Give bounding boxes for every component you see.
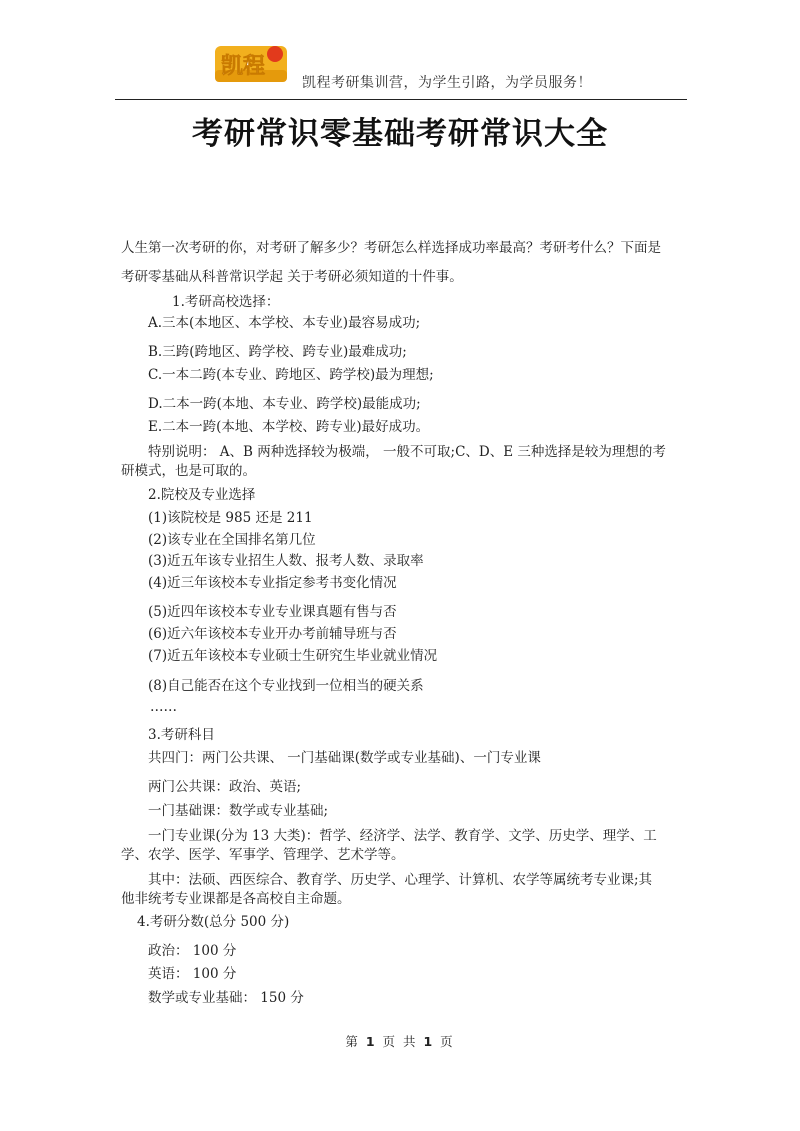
score-item: 政治： 100 分 — [148, 943, 237, 959]
section-1-item: D.二本一跨(本地、本专业、跨学校)最能成功; — [148, 396, 421, 412]
section-3-line: 学、农学、医学、军事学、管理学、艺术学等。 — [121, 847, 405, 863]
svg-text:凯程: 凯程 — [220, 54, 266, 79]
section-2-item: (5)近四年该校本专业专业课真题有售与否 — [148, 604, 397, 620]
section-3-line: 一门专业课(分为 13 大类)：哲学、经济学、法学、教育学、文学、历史学、理学、工 — [148, 828, 657, 844]
kaicheng-logo — [213, 40, 293, 88]
header-divider — [115, 99, 687, 100]
footer-page-number: 1 — [365, 1034, 377, 1049]
footer-mid: 页 共 — [382, 1034, 418, 1049]
section-3-line: 他非统考专业课都是各高校自主命题。 — [121, 891, 351, 907]
section-1-item: B.三跨(跨地区、跨学校、跨专业)最难成功; — [148, 344, 407, 360]
special-note-line-1: 特别说明： A、B 两种选择较为极端， 一般不可取;C、D、E 三种选择是较为理想的考 — [148, 444, 666, 460]
section-2-item: (3)近五年该专业招生人数、报考人数、录取率 — [148, 553, 424, 569]
section-4-heading: 4.考研分数(总分 500 分) — [137, 914, 290, 930]
document-title: 考研常识零基础考研常识大全 — [192, 116, 608, 152]
section-2-item: (7)近五年该校本专业硕士生研究生毕业就业情况 — [148, 648, 438, 664]
section-3-heading: 3.考研科目 — [148, 727, 215, 743]
score-item: 英语： 100 分 — [148, 966, 237, 982]
section-1-heading: 1.考研高校选择： — [172, 294, 280, 310]
section-2-item: (4)近三年该校本专业指定参考书变化情况 — [148, 575, 397, 591]
intro-line-2: 考研零基础从科普常识学起 关于考研必须知道的十件事。 — [121, 269, 463, 285]
header-slogan: 凯程考研集训营，为学生引路，为学员服务！ — [302, 75, 592, 91]
section-2-ellipsis: …… — [150, 699, 177, 715]
score-item: 数学或专业基础： 150 分 — [148, 990, 304, 1006]
section-2-item: (8)自己能否在这个专业找到一位相当的硬关系 — [148, 678, 424, 694]
section-3-line: 一门基础课：数学或专业基础; — [148, 803, 329, 819]
section-2-heading: 2.院校及专业选择 — [148, 487, 256, 503]
section-1-item: A.三本(本地区、本学校、本专业)最容易成功; — [148, 315, 421, 331]
page-footer — [0, 1032, 800, 1050]
section-2-item: (2)该专业在全国排名第几位 — [148, 532, 316, 548]
footer-suffix: 页 — [440, 1034, 455, 1049]
section-1-item: C.一本二跨(本专业、跨地区、跨学校)最为理想; — [148, 367, 434, 383]
intro-line-1: 人生第一次考研的你，对考研了解多少？考研怎么样选择成功率最高？考研考什么？下面是 — [121, 240, 661, 256]
special-note-line-2: 研模式，也是可取的。 — [121, 463, 256, 479]
section-3-line: 其中：法硕、西医综合、教育学、历史学、心理学、计算机、农学等属统考专业课;其 — [148, 872, 653, 888]
section-2-item: (1)该院校是 985 还是 211 — [148, 510, 313, 526]
section-2-item: (6)近六年该校本专业开办考前辅导班与否 — [148, 626, 397, 642]
section-3-line: 共四门：两门公共课、 一门基础课(数学或专业基础)、一门专业课 — [148, 750, 541, 766]
footer-prefix: 第 — [345, 1034, 360, 1049]
footer-total-pages: 1 — [423, 1034, 435, 1049]
section-3-line: 两门公共课：政治、英语; — [148, 779, 302, 795]
section-1-item: E.二本一跨(本地、本学校、跨专业)最好成功。 — [148, 419, 430, 435]
